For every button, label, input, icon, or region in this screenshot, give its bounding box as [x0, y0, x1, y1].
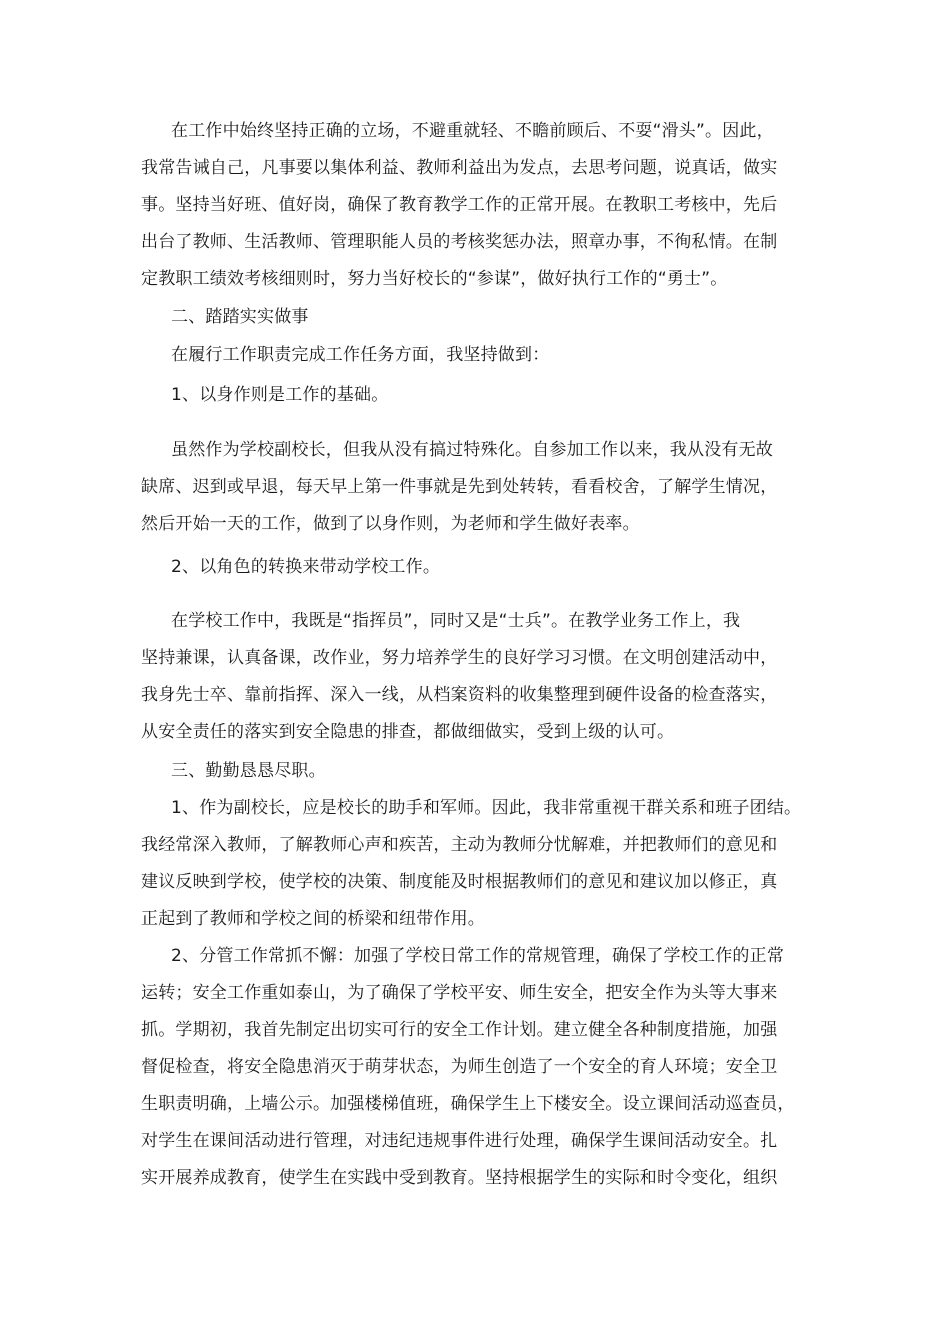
subheading: 2、以角色的转换来带动学校工作。 — [171, 557, 441, 577]
paragraph-line: 定教职工绩效考核细则时，努力当好校长的“参谋”，做好执行工作的“勇士”。 — [141, 269, 728, 289]
paragraph-line: 然后开始一天的工作，做到了以身作则，为老师和学生做好表率。 — [141, 514, 640, 534]
paragraph-line: 1、作为副校长，应是校长的助手和军师。因此，我非常重视干群关系和班子团结。 — [171, 798, 802, 818]
paragraph-line: 对学生在课间活动进行管理，对违纪违规事件进行处理，确保学生课间活动安全。扎 — [141, 1131, 778, 1151]
paragraph-line: 在学校工作中，我既是“指挥员”，同时又是“士兵”。在教学业务工作上，我 — [171, 611, 741, 631]
paragraph-line: 我经常深入教师，了解教师心声和疾苦，主动为教师分忧解难，并把教师们的意见和 — [141, 835, 778, 855]
paragraph-line: 出台了教师、生活教师、管理职能人员的考核奖惩办法，照章办事，不徇私情。在制 — [141, 232, 778, 252]
subheading: 1、以身作则是工作的基础。 — [171, 385, 389, 405]
paragraph-line: 在工作中始终坚持正确的立场，不避重就轻、不瞻前顾后、不耍“滑头”。因此， — [171, 121, 774, 141]
section-heading: 三、勤勤恳恳尽职。 — [171, 761, 326, 781]
paragraph-line: 2、分管工作常抓不懈：加强了学校日常工作的常规管理，确保了学校工作的正常 — [171, 946, 785, 966]
paragraph-line: 缺席、迟到或早退，每天早上第一件事就是先到处转转，看看校舍，了解学生情况， — [141, 477, 778, 497]
section-heading: 二、踏踏实实做事 — [171, 307, 309, 327]
paragraph-line: 我身先士卒、靠前指挥、深入一线，从档案资料的收集整理到硬件设备的检查落实， — [141, 685, 778, 705]
paragraph-line: 我常告诫自己，凡事要以集体利益、教师利益出为发点，去思考问题，说真话，做实 — [141, 158, 778, 178]
paragraph-line: 运转；安全工作重如泰山，为了确保了学校平安、师生安全，把安全作为头等大事来 — [141, 983, 778, 1003]
paragraph-line: 事。坚持当好班、值好岗，确保了教育教学工作的正常开展。在教职工考核中，先后 — [141, 195, 778, 215]
paragraph-line: 坚持兼课，认真备课，改作业，努力培养学生的良好学习习惯。在文明创建活动中， — [141, 648, 778, 668]
paragraph-line: 督促检查，将安全隐患消灭于萌芽状态，为师生创造了一个安全的育人环境；安全卫 — [141, 1057, 778, 1077]
paragraph-line: 实开展养成教育，使学生在实践中受到教育。坚持根据学生的实际和时令变化，组织 — [141, 1168, 778, 1188]
paragraph-line: 从安全责任的落实到安全隐患的排查，都做细做实，受到上级的认可。 — [141, 722, 675, 742]
paragraph-line: 虽然作为学校副校长，但我从没有搞过特殊化。自参加工作以来，我从没有无故 — [171, 440, 773, 460]
paragraph-line: 在履行工作职责完成工作任务方面，我坚持做到： — [171, 345, 550, 365]
paragraph-line: 建议反映到学校，使学校的决策、制度能及时根据教师们的意见和建议加以修正，真 — [141, 872, 778, 892]
paragraph-line: 正起到了教师和学校之间的桥梁和纽带作用。 — [141, 909, 485, 929]
paragraph-line: 生职责明确，上墙公示。加强楼梯值班，确保学生上下楼安全。设立课间活动巡查员， — [141, 1094, 795, 1114]
paragraph-line: 抓。学期初，我首先制定出切实可行的安全工作计划。建立健全各种制度措施，加强 — [141, 1020, 778, 1040]
